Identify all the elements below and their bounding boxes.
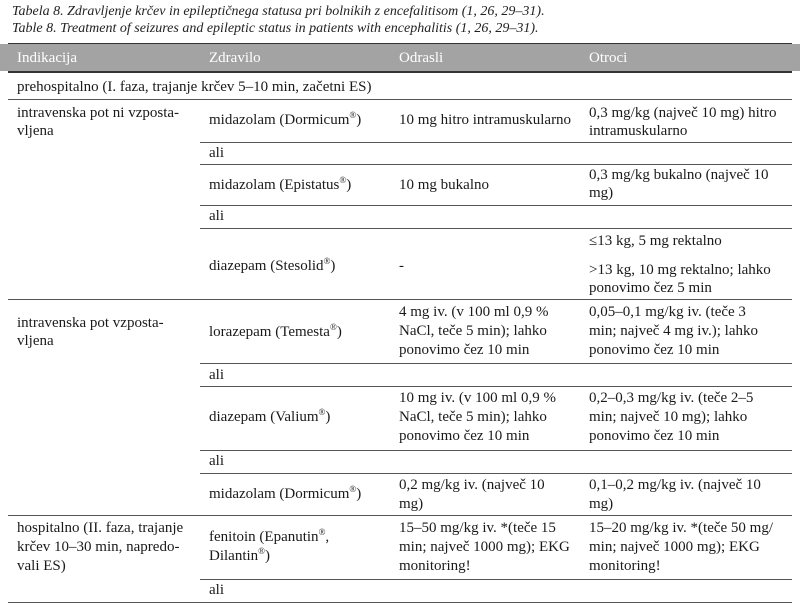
child-dose-r1-l2: intramuskularno bbox=[589, 123, 688, 139]
child-dose-r2-l1: 0,3 mg/kg bukalno (največ 10 bbox=[589, 167, 769, 183]
drug-diazepam-valium: diazepam (Valium®) bbox=[209, 407, 331, 425]
row-divider bbox=[200, 579, 792, 580]
adult-dose-r4-l1: 4 mg iv. (v 100 ml 0,9 % bbox=[399, 304, 549, 320]
adult-dose-r5-l2: NaCl, teče 5 min); lahko bbox=[399, 409, 547, 425]
child-dose-r4-l3: ponovimo čez 10 min bbox=[589, 342, 720, 358]
header-zdravilo: Zdravilo bbox=[209, 50, 261, 66]
child-dose-r5-l1: 0,2–0,3 mg/kg iv. (teče 2–5 bbox=[589, 390, 754, 406]
child-dose-r5-l3: ponovimo čez 10 min bbox=[589, 428, 720, 444]
drug-midazolam-epistatus: midazolam (Epistatus®) bbox=[209, 175, 352, 193]
indication-hospital-l3: vali ES) bbox=[17, 558, 66, 574]
indication-iv-established-l2: vljena bbox=[17, 333, 54, 349]
adult-dose-r4-l3: ponovimo čez 10 min bbox=[399, 342, 530, 358]
adult-dose-r6-l1: 0,2 mg/kg iv. (največ 10 bbox=[399, 477, 545, 493]
header-bottom-rule bbox=[8, 71, 792, 73]
adult-dose-r4-l2: NaCl, teče 5 min); lahko bbox=[399, 323, 547, 339]
child-dose-r5-l2: min; največ 10 mg); lahko bbox=[589, 409, 748, 425]
indication-hospital-l1: hospitalno (II. faza, trajanje bbox=[17, 520, 184, 536]
indication-hospital-l2: krčev 10–30 min, napredo- bbox=[17, 539, 180, 555]
or-label: ali bbox=[209, 582, 224, 598]
or-label: ali bbox=[209, 367, 224, 383]
header-otroci: Otroci bbox=[589, 50, 628, 66]
child-dose-r3b-l1: >13 kg, 10 mg rektalno; lahko bbox=[589, 262, 771, 278]
row-divider bbox=[200, 473, 792, 474]
adult-dose-r1: 10 mg hitro intramuskularno bbox=[399, 112, 572, 128]
adult-dose-r7-l2: min; največ 1000 mg); EKG bbox=[399, 539, 570, 555]
child-dose-r1-l1: 0,3 mg/kg (največ 10 mg) hitro bbox=[589, 105, 777, 121]
or-label: ali bbox=[209, 453, 224, 469]
row-divider bbox=[200, 450, 792, 451]
child-dose-r6-l2: mg) bbox=[589, 496, 614, 512]
row-divider bbox=[200, 164, 792, 165]
caption-english: Table 8. Treatment of seizures and epileptic status in patients with encephalitis (1, 26, 29–31). bbox=[12, 21, 539, 36]
phase-row-prehospital: prehospitalno (I. faza, trajanje krčev 5–10 min, začetni ES) bbox=[17, 79, 372, 95]
indication-iv-not-established-l2: vljena bbox=[17, 123, 54, 139]
indication-iv-not-established-l1: intravenska pot ni vzposta- bbox=[17, 105, 180, 121]
adult-dose-r2: 10 mg bukalno bbox=[399, 177, 489, 193]
or-label: ali bbox=[209, 145, 224, 161]
indication-iv-established-l1: intravenska pot vzposta- bbox=[17, 315, 164, 331]
drug-fenitoin-l1: fenitoin (Epanutin®, bbox=[209, 527, 330, 545]
drug-midazolam-dormicum-iv: midazolam (Dormicum®) bbox=[209, 484, 362, 502]
child-dose-r6-l1: 0,1–0,2 mg/kg iv. (največ 10 bbox=[589, 477, 761, 493]
adult-dose-r7-l3: monitoring! bbox=[399, 558, 471, 574]
child-dose-r7-l1: 15–20 mg/kg iv. *(teče 50 mg/ bbox=[589, 520, 773, 536]
child-dose-r4-l1: 0,05–0,1 mg/kg iv. (teče 3 bbox=[589, 304, 746, 320]
row-divider bbox=[8, 299, 792, 300]
drug-lorazepam-temesta: lorazepam (Temesta®) bbox=[209, 322, 342, 340]
row-divider bbox=[8, 515, 792, 516]
row-divider bbox=[200, 142, 792, 143]
child-dose-r7-l3: monitoring! bbox=[589, 558, 661, 574]
row-divider bbox=[8, 602, 792, 603]
or-label: ali bbox=[209, 208, 224, 224]
row-divider bbox=[200, 228, 792, 229]
child-dose-r3b-l2: ponovimo čez 5 min bbox=[589, 280, 712, 296]
child-dose-r3a: ≤13 kg, 5 mg rektalno bbox=[589, 233, 722, 249]
child-dose-r4-l2: min; največ 4 mg iv.); lahko bbox=[589, 323, 758, 339]
row-divider bbox=[200, 363, 792, 364]
adult-dose-r3: - bbox=[399, 258, 404, 274]
row-divider bbox=[200, 386, 792, 387]
adult-dose-r5-l3: ponovimo čez 10 min bbox=[399, 428, 530, 444]
adult-dose-r7-l1: 15–50 mg/kg iv. *(teče 15 bbox=[399, 520, 556, 536]
row-divider bbox=[8, 99, 792, 100]
header-indikacija: Indikacija bbox=[17, 50, 77, 66]
drug-fenitoin-l2: Dilantin®) bbox=[209, 546, 271, 564]
adult-dose-r6-l2: mg) bbox=[399, 496, 424, 512]
header-odrasli: Odrasli bbox=[399, 50, 444, 66]
adult-dose-r5-l1: 10 mg iv. (v 100 ml 0,9 % bbox=[399, 390, 556, 406]
drug-midazolam-dormicum: midazolam (Dormicum®) bbox=[209, 110, 362, 128]
caption-slovenian: Tabela 8. Zdravljenje krčev in epileptičnega statusa pri bolnikih z encefalitisom (1, 26, 29–31). bbox=[12, 4, 545, 19]
child-dose-r7-l2: min; največ 1000 mg); EKG bbox=[589, 539, 760, 555]
row-divider bbox=[200, 205, 792, 206]
child-dose-r2-l2: mg) bbox=[589, 185, 614, 201]
drug-diazepam-stesolid: diazepam (Stesolid®) bbox=[209, 256, 336, 274]
